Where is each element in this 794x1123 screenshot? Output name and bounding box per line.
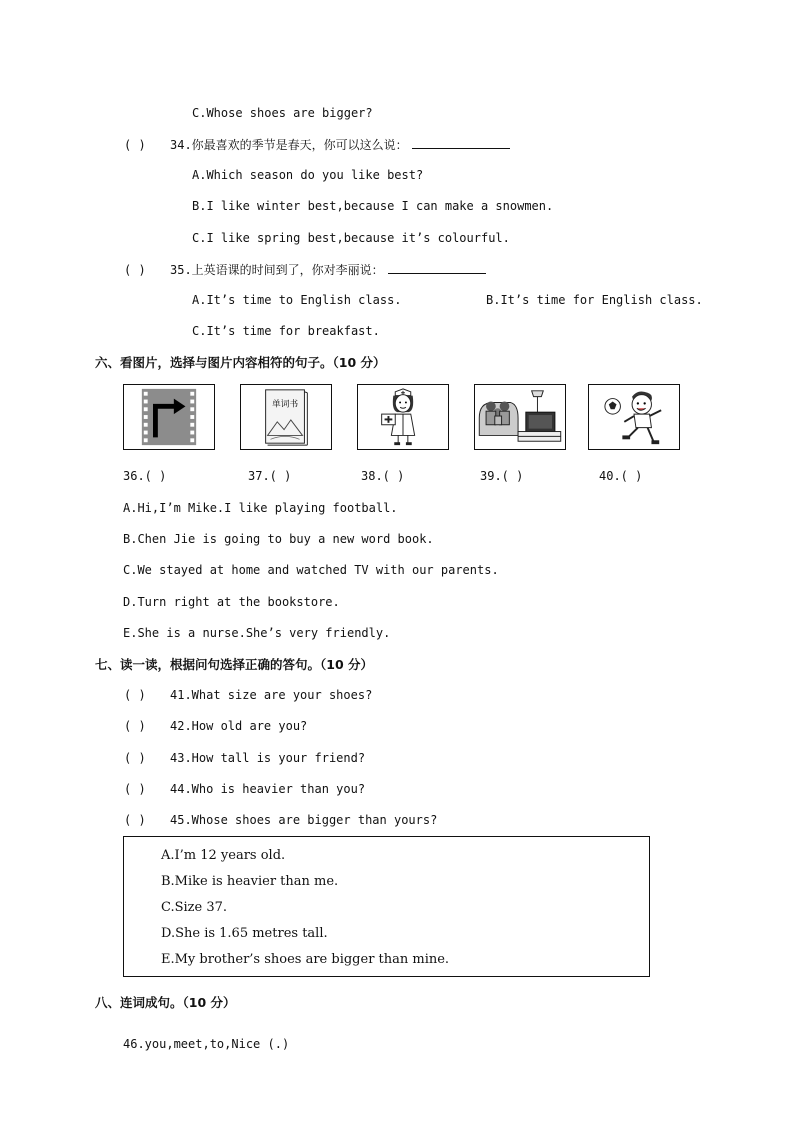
q33-option-c: C.Whose shoes are bigger? xyxy=(192,106,373,120)
question-45 xyxy=(124,812,437,828)
book-icon xyxy=(241,385,331,449)
picture-family-tv xyxy=(474,384,566,450)
question-text: 45.Whose shoes are bigger than yours? xyxy=(170,813,438,827)
sentence-c: C.We stayed at home and watched TV with our parents. xyxy=(123,563,499,577)
sentence-e: E.She is a nurse.She’s very friendly. xyxy=(123,626,391,640)
picture-nurse xyxy=(357,384,449,450)
q34-prompt: 34.你最喜欢的季节是春天，你可以这么说： xyxy=(170,138,408,152)
q35-row xyxy=(124,261,486,278)
question-46: 46.you,meet,to,Nice (.) xyxy=(123,1037,290,1051)
part8-heading: 八、连词成句。（10 分） xyxy=(95,995,236,1010)
q35-option-c: C.It’s time for breakfast. xyxy=(192,324,380,338)
answer-blank[interactable] xyxy=(388,261,486,274)
label-40[interactable]: 40.( ) xyxy=(599,469,643,483)
question-44 xyxy=(124,781,365,797)
answer-paren[interactable]: ( ) xyxy=(124,719,146,733)
turn-right-sign-icon xyxy=(124,385,214,449)
sentence-a: A.Hi,I’m Mike.I like playing football. xyxy=(123,501,398,515)
boy-football-icon xyxy=(589,385,679,449)
nurse-icon xyxy=(358,385,448,449)
part7-heading: 七、读一读，根据问句选择正确的答句。（10 分） xyxy=(95,657,373,672)
question-text: 41.What size are your shoes? xyxy=(170,688,373,702)
q34-row xyxy=(124,136,510,153)
family-watching-tv-icon xyxy=(475,385,565,449)
sentence-b: B.Chen Jie is going to buy a new word book. xyxy=(123,532,434,546)
answer-box xyxy=(123,836,650,977)
q35-option-a: A.It’s time to English class. xyxy=(192,293,402,307)
q34-option-b: B.I like winter best,because I can make a snowmen. xyxy=(192,199,554,213)
answer-c: C.Size 37. xyxy=(161,900,228,915)
answer-paren[interactable]: ( ) xyxy=(124,688,146,702)
answer-e: E.My brother’s shoes are bigger than mine. xyxy=(161,952,450,967)
part6-heading: 六、看图片，选择与图片内容相符的句子。（10 分） xyxy=(95,355,386,370)
picture-football-boy xyxy=(588,384,680,450)
answer-blank[interactable] xyxy=(412,136,510,149)
question-43 xyxy=(124,750,365,766)
answer-b: B.Mike is heavier than me. xyxy=(161,874,339,889)
question-text: 42.How old are you? xyxy=(170,719,308,733)
question-42 xyxy=(124,718,307,734)
answer-paren[interactable]: ( ) xyxy=(124,782,146,796)
answer-paren[interactable]: ( ) xyxy=(124,263,146,277)
answer-paren[interactable]: ( ) xyxy=(124,813,146,827)
question-text: 44.Who is heavier than you? xyxy=(170,782,366,796)
answer-a: A.I’m 12 years old. xyxy=(161,848,286,863)
q35-option-b: B.It’s time for English class. xyxy=(486,293,703,307)
picture-word-book xyxy=(240,384,332,450)
answer-d: D.She is 1.65 metres tall. xyxy=(161,926,328,941)
q35-prompt: 35.上英语课的时间到了，你对李丽说： xyxy=(170,263,384,277)
book-title: 单词书 xyxy=(271,399,299,410)
label-39[interactable]: 39.( ) xyxy=(480,469,524,483)
answer-paren[interactable]: ( ) xyxy=(124,751,146,765)
q34-option-a: A.Which season do you like best? xyxy=(192,168,424,182)
label-36[interactable]: 36.( ) xyxy=(123,469,167,483)
answer-paren[interactable]: ( ) xyxy=(124,138,146,152)
question-text: 43.How tall is your friend? xyxy=(170,751,366,765)
label-38[interactable]: 38.( ) xyxy=(361,469,405,483)
picture-turn-right xyxy=(123,384,215,450)
q34-option-c: C.I like spring best,because it’s colourful. xyxy=(192,231,510,245)
label-37[interactable]: 37.( ) xyxy=(248,469,292,483)
sentence-d: D.Turn right at the bookstore. xyxy=(123,595,340,609)
question-41 xyxy=(124,687,372,703)
